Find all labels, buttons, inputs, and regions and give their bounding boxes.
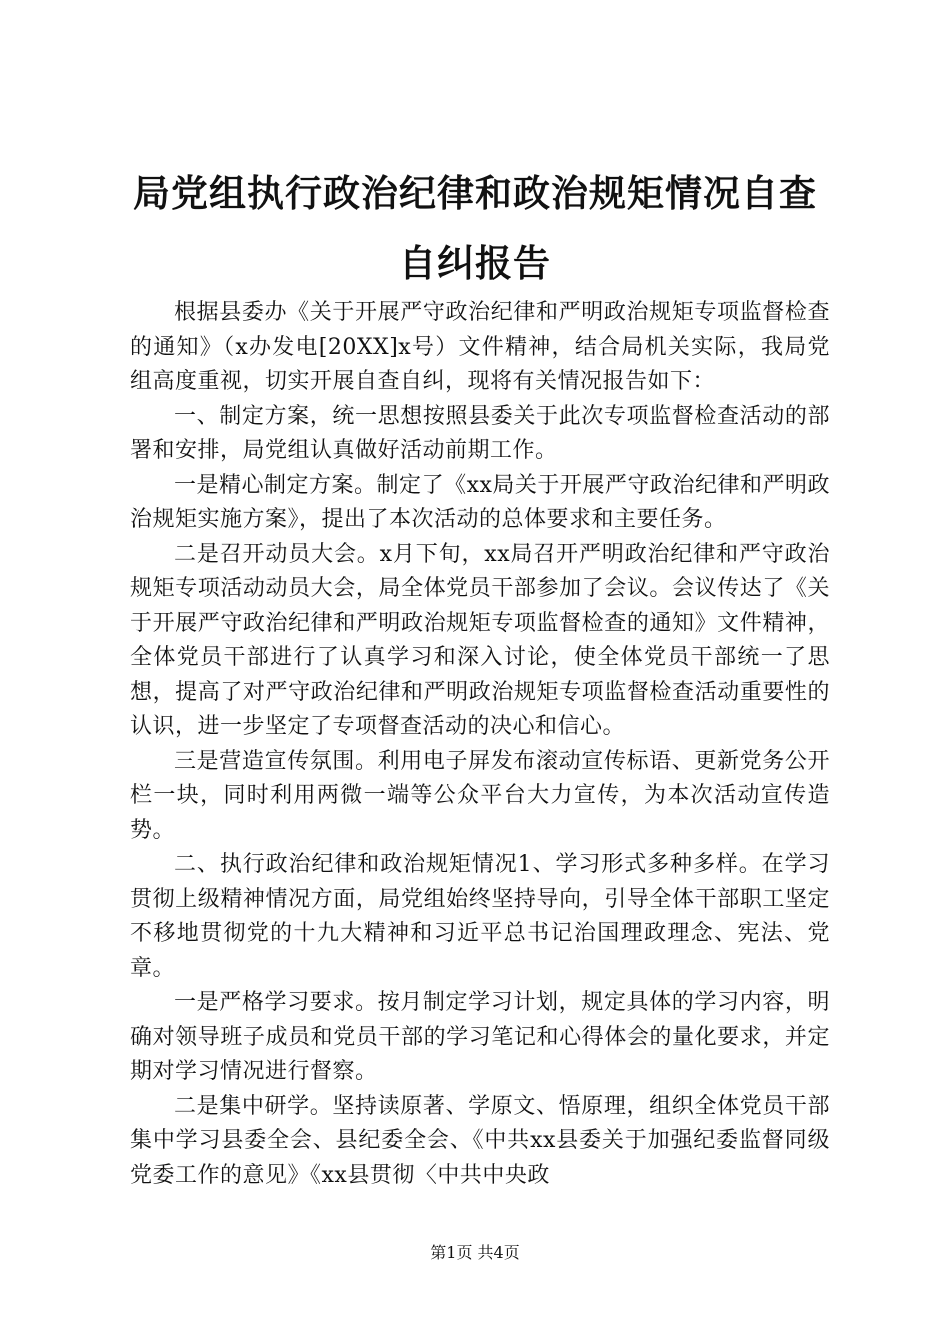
paragraph: 一是精心制定方案。制定了《xx局关于开展严守政治纪律和严明政治规矩实施方案》，提出了本次活动的总体要求和主要任务。 [130, 472, 830, 532]
paragraph: 一是严格学习要求。按月制定学习计划，规定具体的学习内容，明确对领导班子成员和党员干部的学习笔记和心得体会的量化要求，并定期对学习情况进行督察。 [130, 990, 830, 1084]
paragraph: 二是召开动员大会。x月下旬，xx局召开严明政治纪律和严守政治规矩专项活动动员大会，局全体党员干部参加了会议。会议传达了《关于开展严守政治纪律和严明政治规矩专项监督检查的通知》文件精神，全体党员干部进行了认真学习和深入讨论，使全体党员干部统一了思想，提高了对严守政治纪律和严明政治规矩专项监督检查活动重要性的认识，进一步坚定了专项督查活动的决心和信心。 [130, 541, 830, 739]
paragraph: 一、制定方案，统一思想按照县委关于此次专项监督检查活动的部署和安排，局党组认真做好活动前期工作。 [130, 403, 830, 463]
paragraph: 三是营造宣传氛围。利用电子屏发布滚动宣传标语、更新党务公开栏一块，同时利用两微一端等公众平台大力宣传，为本次活动宣传造势。 [130, 748, 830, 843]
paragraph: 二是集中研学。坚持读原著、学原文、悟原理，组织全体党员干部集中学习县委全会、县纪委全会、《中共xx县委关于加强纪委监督同级党委工作的意见》《xx县贯彻〈中共中央政 [130, 1093, 830, 1188]
document-body [130, 296, 830, 1193]
page-number-footer: 第1页 共4页 [430, 1243, 520, 1262]
paragraph: 根据县委办《关于开展严守政治纪律和严明政治规矩专项监督检查的通知》（x办发电[20XX]x号）文件精神，结合局机关实际，我局党组高度重视，切实开展自查自纠，现将有关情况报告如下： [130, 300, 830, 394]
paragraph: 二、执行政治纪律和政治规矩情况1、学习形式多种多样。在学习贯彻上级精神情况方面，局党组始终坚持导向，引导全体干部职工坚定不移地贯彻党的十九大精神和习近平总书记治国理政理念、宪法、党章。 [130, 852, 830, 981]
page-title: 局党组执行政治纪律和政治规矩情况自查自纠报告 [133, 171, 817, 285]
